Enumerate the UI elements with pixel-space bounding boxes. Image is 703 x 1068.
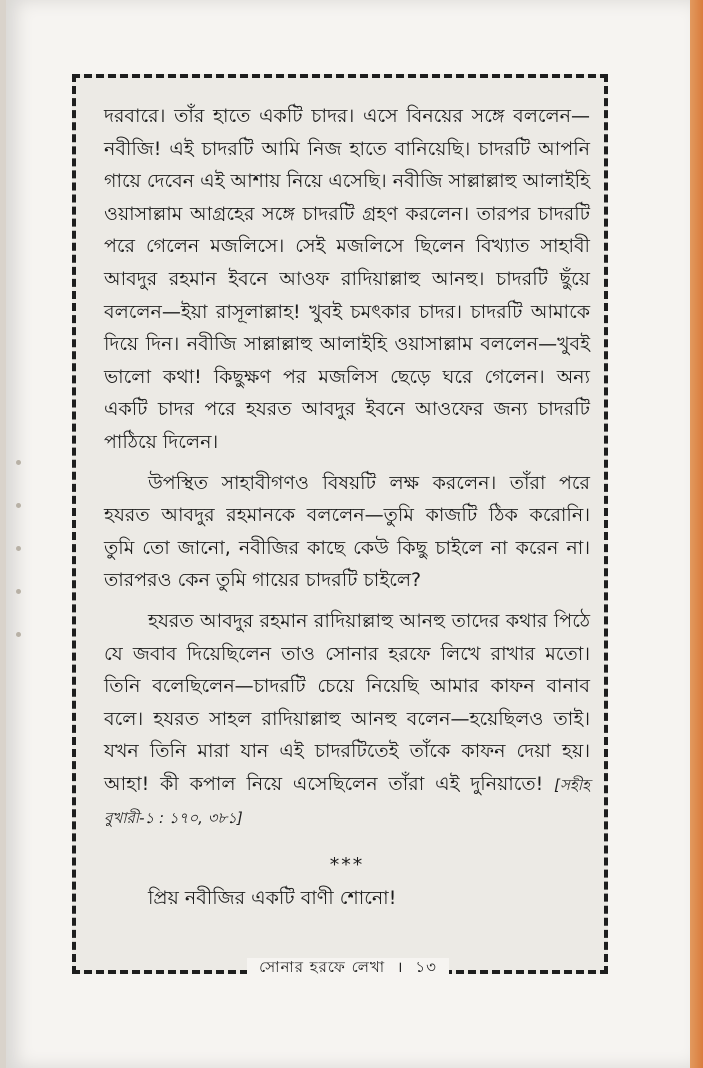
dashed-text-frame: [72, 74, 608, 974]
book-page: [6, 0, 690, 1068]
page-footer: সোনার হরফে লেখা । ১৩: [6, 956, 690, 981]
paragraph-3-text: হযরত আবদুর রহমান রাদিয়াল্লাহু আনহু তাদের কথার পিঠে যে জবাব দিয়েছিলেন তাও সোনার হরফে লিখে রাখার মতো। তিনি বলেছিলেন—চাদরটি চেয়ে নিয়েছি আমার কাফন বানাব বলে। হযরত সাহল রাদিয়াল্লাহু আনহু বলেন—হয়েছিলও তাই। যখন তিনি মারা যান এই চাদরটিতেই তাঁকে কাফন দেয়া হয়। আহা! কী কপাল নিয়ে এসেছিলেন তাঁরা এই দুনিয়াতে!: [104, 609, 590, 795]
running-title: সোনার হরফে লেখা: [253, 958, 391, 976]
paragraph-1: দরবারে। তাঁর হাতে একটি চাদর। এসে বিনয়ের সঙ্গে বললেন—নবীজি! এই চাদরটি আমি নিজ হাতে বানিয়েছি। চাদরটি আপনি গায়ে দেবেন এই আশায় নিয়ে এসেছি। নবীজি সাল্লাল্লাহু আলাইহি ওয়াসাল্লাম আগ্রহের সঙ্গে চাদরটি গ্রহণ করলেন। তারপর চাদরটি পরে গেলেন মজলিসে। সেই মজলিসে ছিলেন বিখ্যাত সাহাবী আবদুর রহমান ইবনে আওফ রাদিয়াল্লাহু আনহু। চাদরটি ছুঁয়ে বললেন—ইয়া রাসূলাল্লাহ! খুবই চমৎকার চাদর। চাদরটি আমাকে দিয়ে দিন। নবীজি সাল্লাল্লাহু আলাইহি ওয়াসাল্লাম বললেন—খুবই ভালো কথা! কিছুক্ষণ পর মজলিস ছেড়ে ঘরে গেলেন। অন্য একটি চাদর পরে হযরত আবদুর ইবনে আওফের জন্য চাদরটি পাঠিয়ে দিলেন।: [104, 105, 590, 453]
page-number: ১৩: [409, 958, 443, 976]
paragraph-2: উপস্থিত সাহাবীগণও বিষয়টি লক্ষ করলেন। তাঁরা পরে হযরত আবদুর রহমানকে বললেন—তুমি কাজটি ঠিক করোনি। তুমি তো জানো, নবীজির কাছে কেউ কিছু চাইলে না করেন না। তারপরও কেন তুমি গায়ের চাদরটি চাইলে?: [104, 471, 590, 592]
binding-stitch-marks: [16, 460, 21, 675]
closing-line: প্রিয় নবীজির একটি বাণী শোনো!: [148, 886, 397, 909]
paragraph-3: [104, 605, 590, 835]
section-separator: ***: [329, 854, 365, 877]
body-text: [104, 100, 590, 914]
hadith-reference: [সহীহ বুখারী-১ : ১৭০, ৩৮১]: [104, 775, 590, 828]
page-edge: [690, 0, 703, 1068]
